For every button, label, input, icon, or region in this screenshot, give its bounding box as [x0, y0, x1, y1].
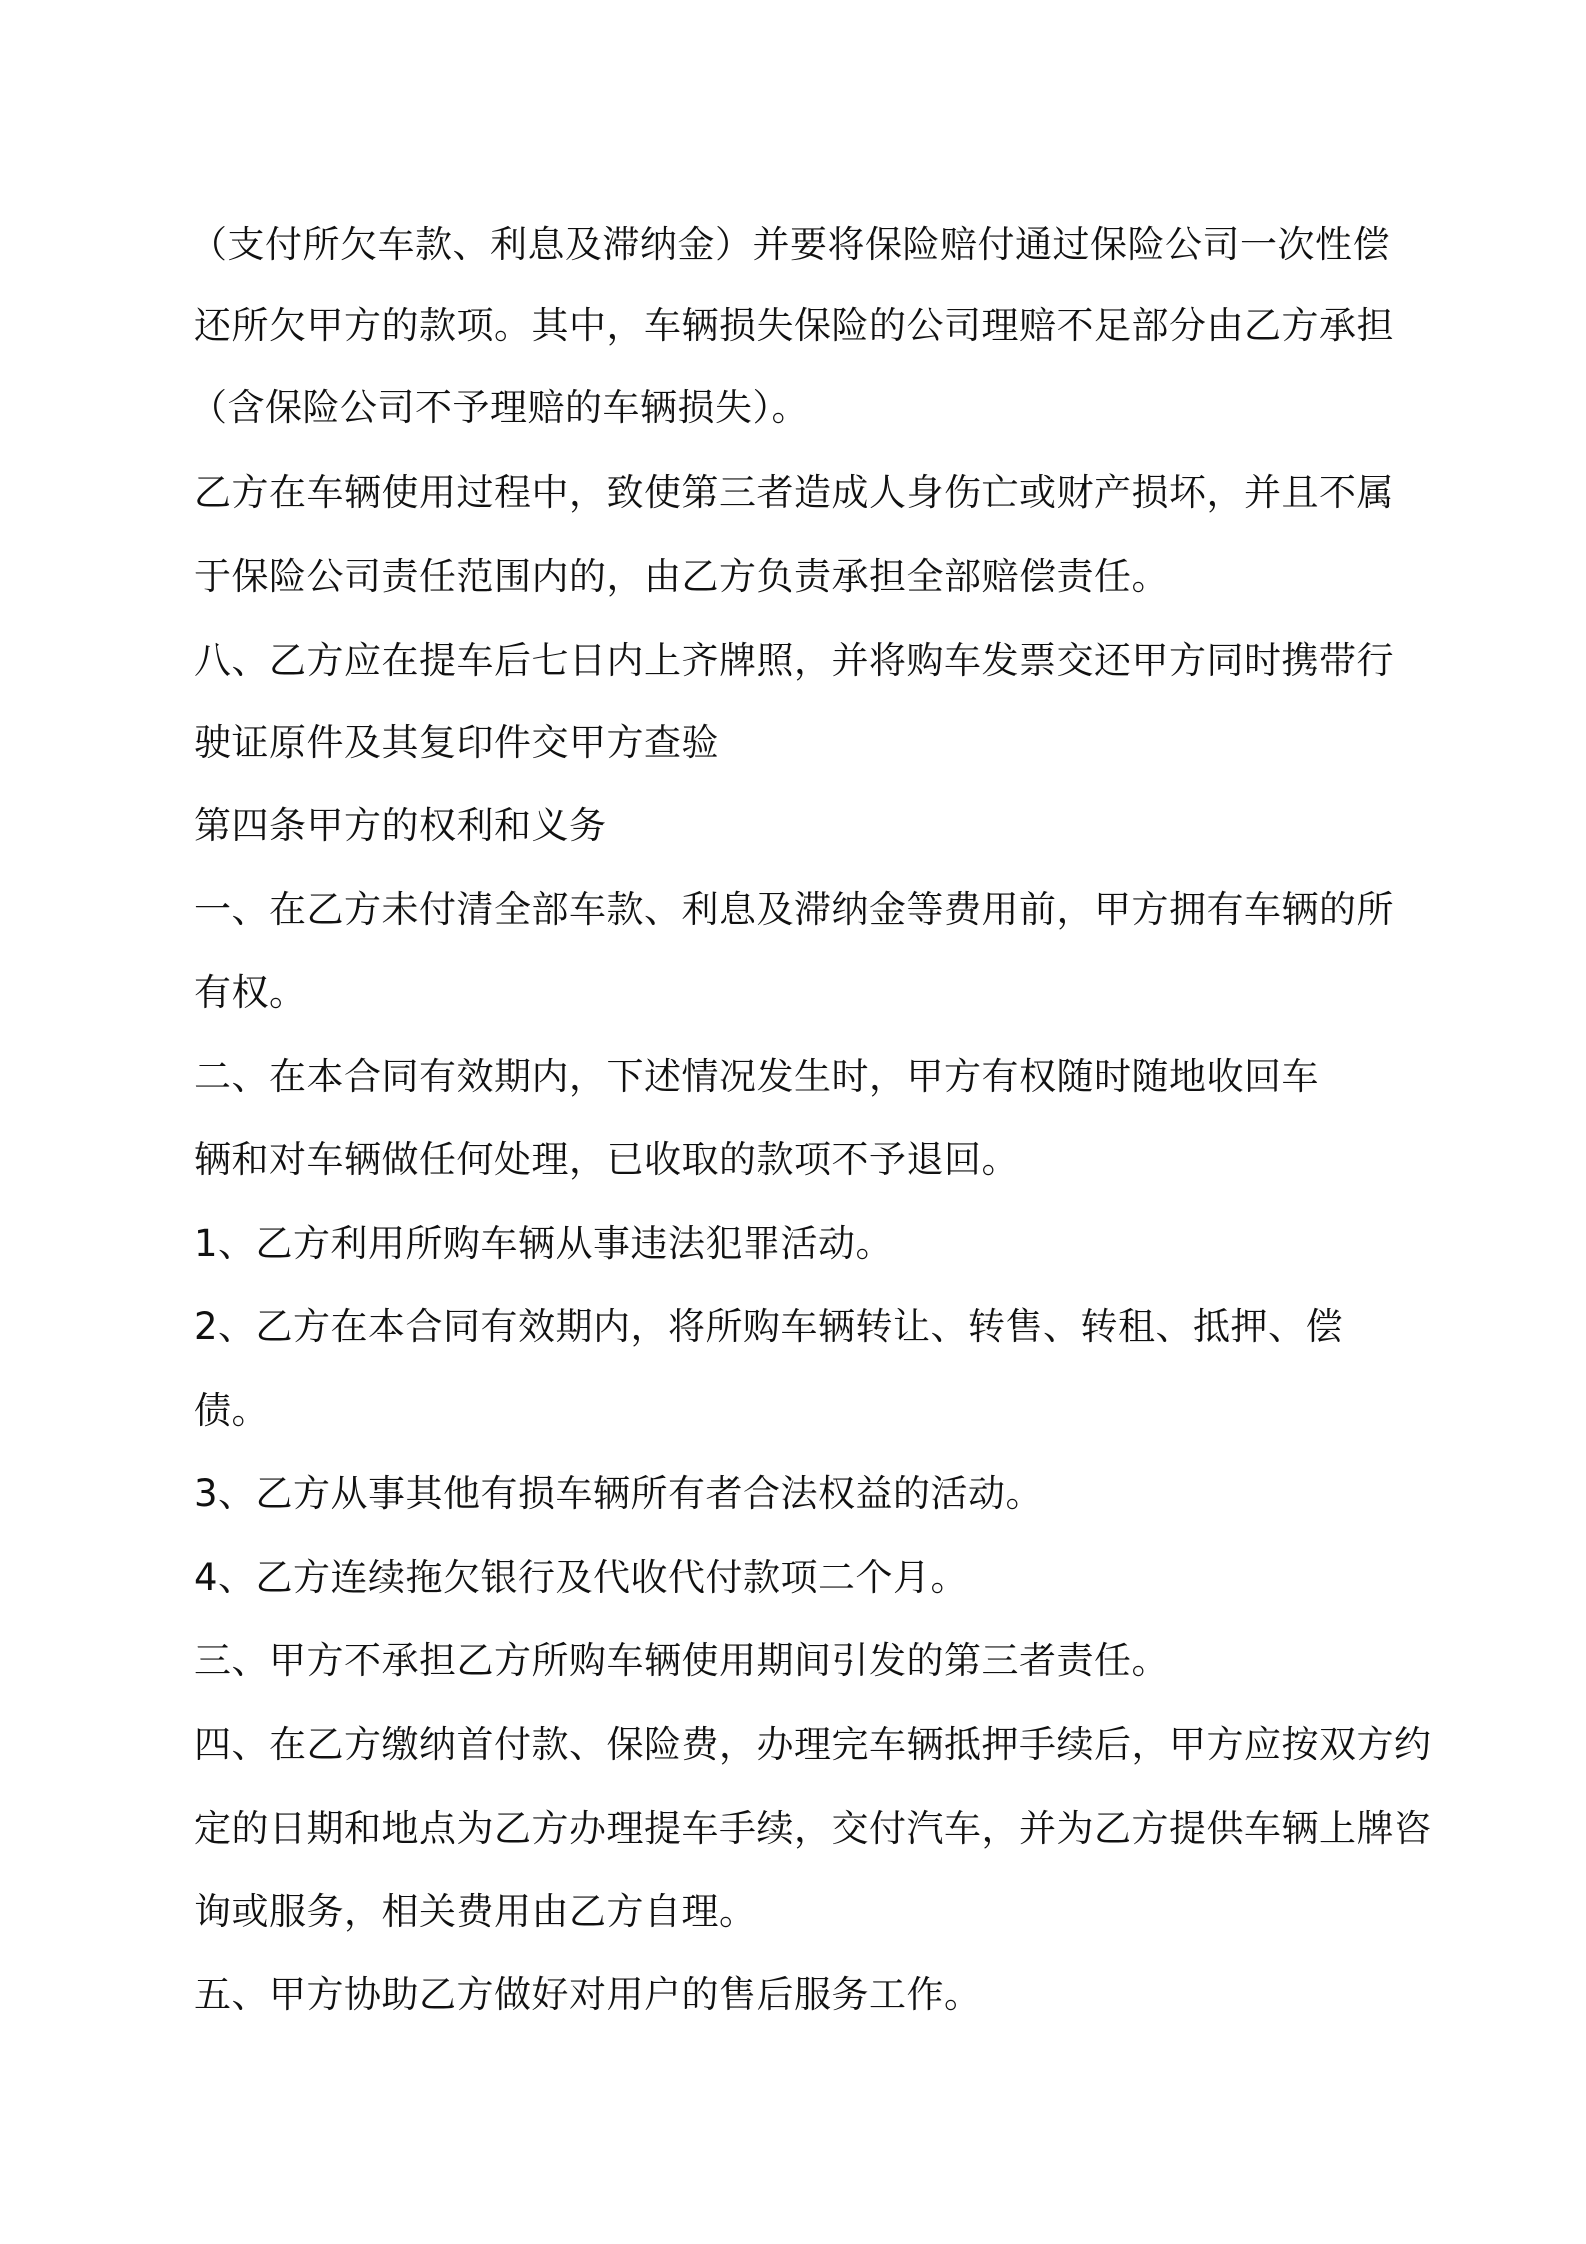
text-line: 五、甲方协助乙方做好对用户的售后服务工作。 [194, 1973, 982, 2016]
text-line: 乙方在车辆使用过程中，致使第三者造成人身伤亡或财产损坏，并且不属 [194, 471, 1394, 514]
text-line: 三、甲方不承担乙方所购车辆使用期间引发的第三者责任。 [194, 1639, 1169, 1682]
text-line: 八、乙方应在提车后七日内上齐牌照，并将购车发票交还甲方同时携带行 [194, 639, 1394, 682]
text-line: 询或服务，相关费用由乙方自理。 [194, 1890, 757, 1933]
text-line: 于保险公司责任范围内的，由乙方负责承担全部赔偿责任。 [194, 555, 1169, 598]
text-line: 有权。 [194, 971, 307, 1014]
text-line: 还所欠甲方的款项。其中，车辆损失保险的公司理赔不足部分由乙方承担 [194, 304, 1394, 347]
text-line: （支付所欠车款、利息及滞纳金）并要将保险赔付通过保险公司一次性偿 [190, 223, 1390, 266]
text-line: 债。 [194, 1389, 269, 1432]
text-line: 2、乙方在本合同有效期内，将所购车辆转让、转售、转租、抵押、偿 [194, 1305, 1344, 1348]
text-line: 二、在本合同有效期内，下述情况发生时，甲方有权随时随地收回车 [194, 1055, 1319, 1098]
text-line: 4、乙方连续拖欠银行及代收代付款项二个月。 [194, 1556, 969, 1599]
text-line: 1、乙方利用所购车辆从事违法犯罪活动。 [194, 1222, 894, 1265]
section-heading: 第四条甲方的权利和义务 [194, 804, 607, 847]
text-line: 辆和对车辆做任何处理，已收取的款项不予退回。 [194, 1138, 1019, 1181]
text-line: 3、乙方从事其他有损车辆所有者合法权益的活动。 [194, 1472, 1044, 1515]
text-line: 驶证原件及其复印件交甲方查验 [194, 721, 719, 764]
text-line: 四、在乙方缴纳首付款、保险费，办理完车辆抵押手续后，甲方应按双方约 [194, 1723, 1432, 1766]
text-line: （含保险公司不予理赔的车辆损失）。 [190, 386, 809, 429]
text-line: 定的日期和地点为乙方办理提车手续，交付汽车，并为乙方提供车辆上牌咨 [194, 1807, 1432, 1850]
text-line: 一、在乙方未付清全部车款、利息及滞纳金等费用前，甲方拥有车辆的所 [194, 888, 1394, 931]
